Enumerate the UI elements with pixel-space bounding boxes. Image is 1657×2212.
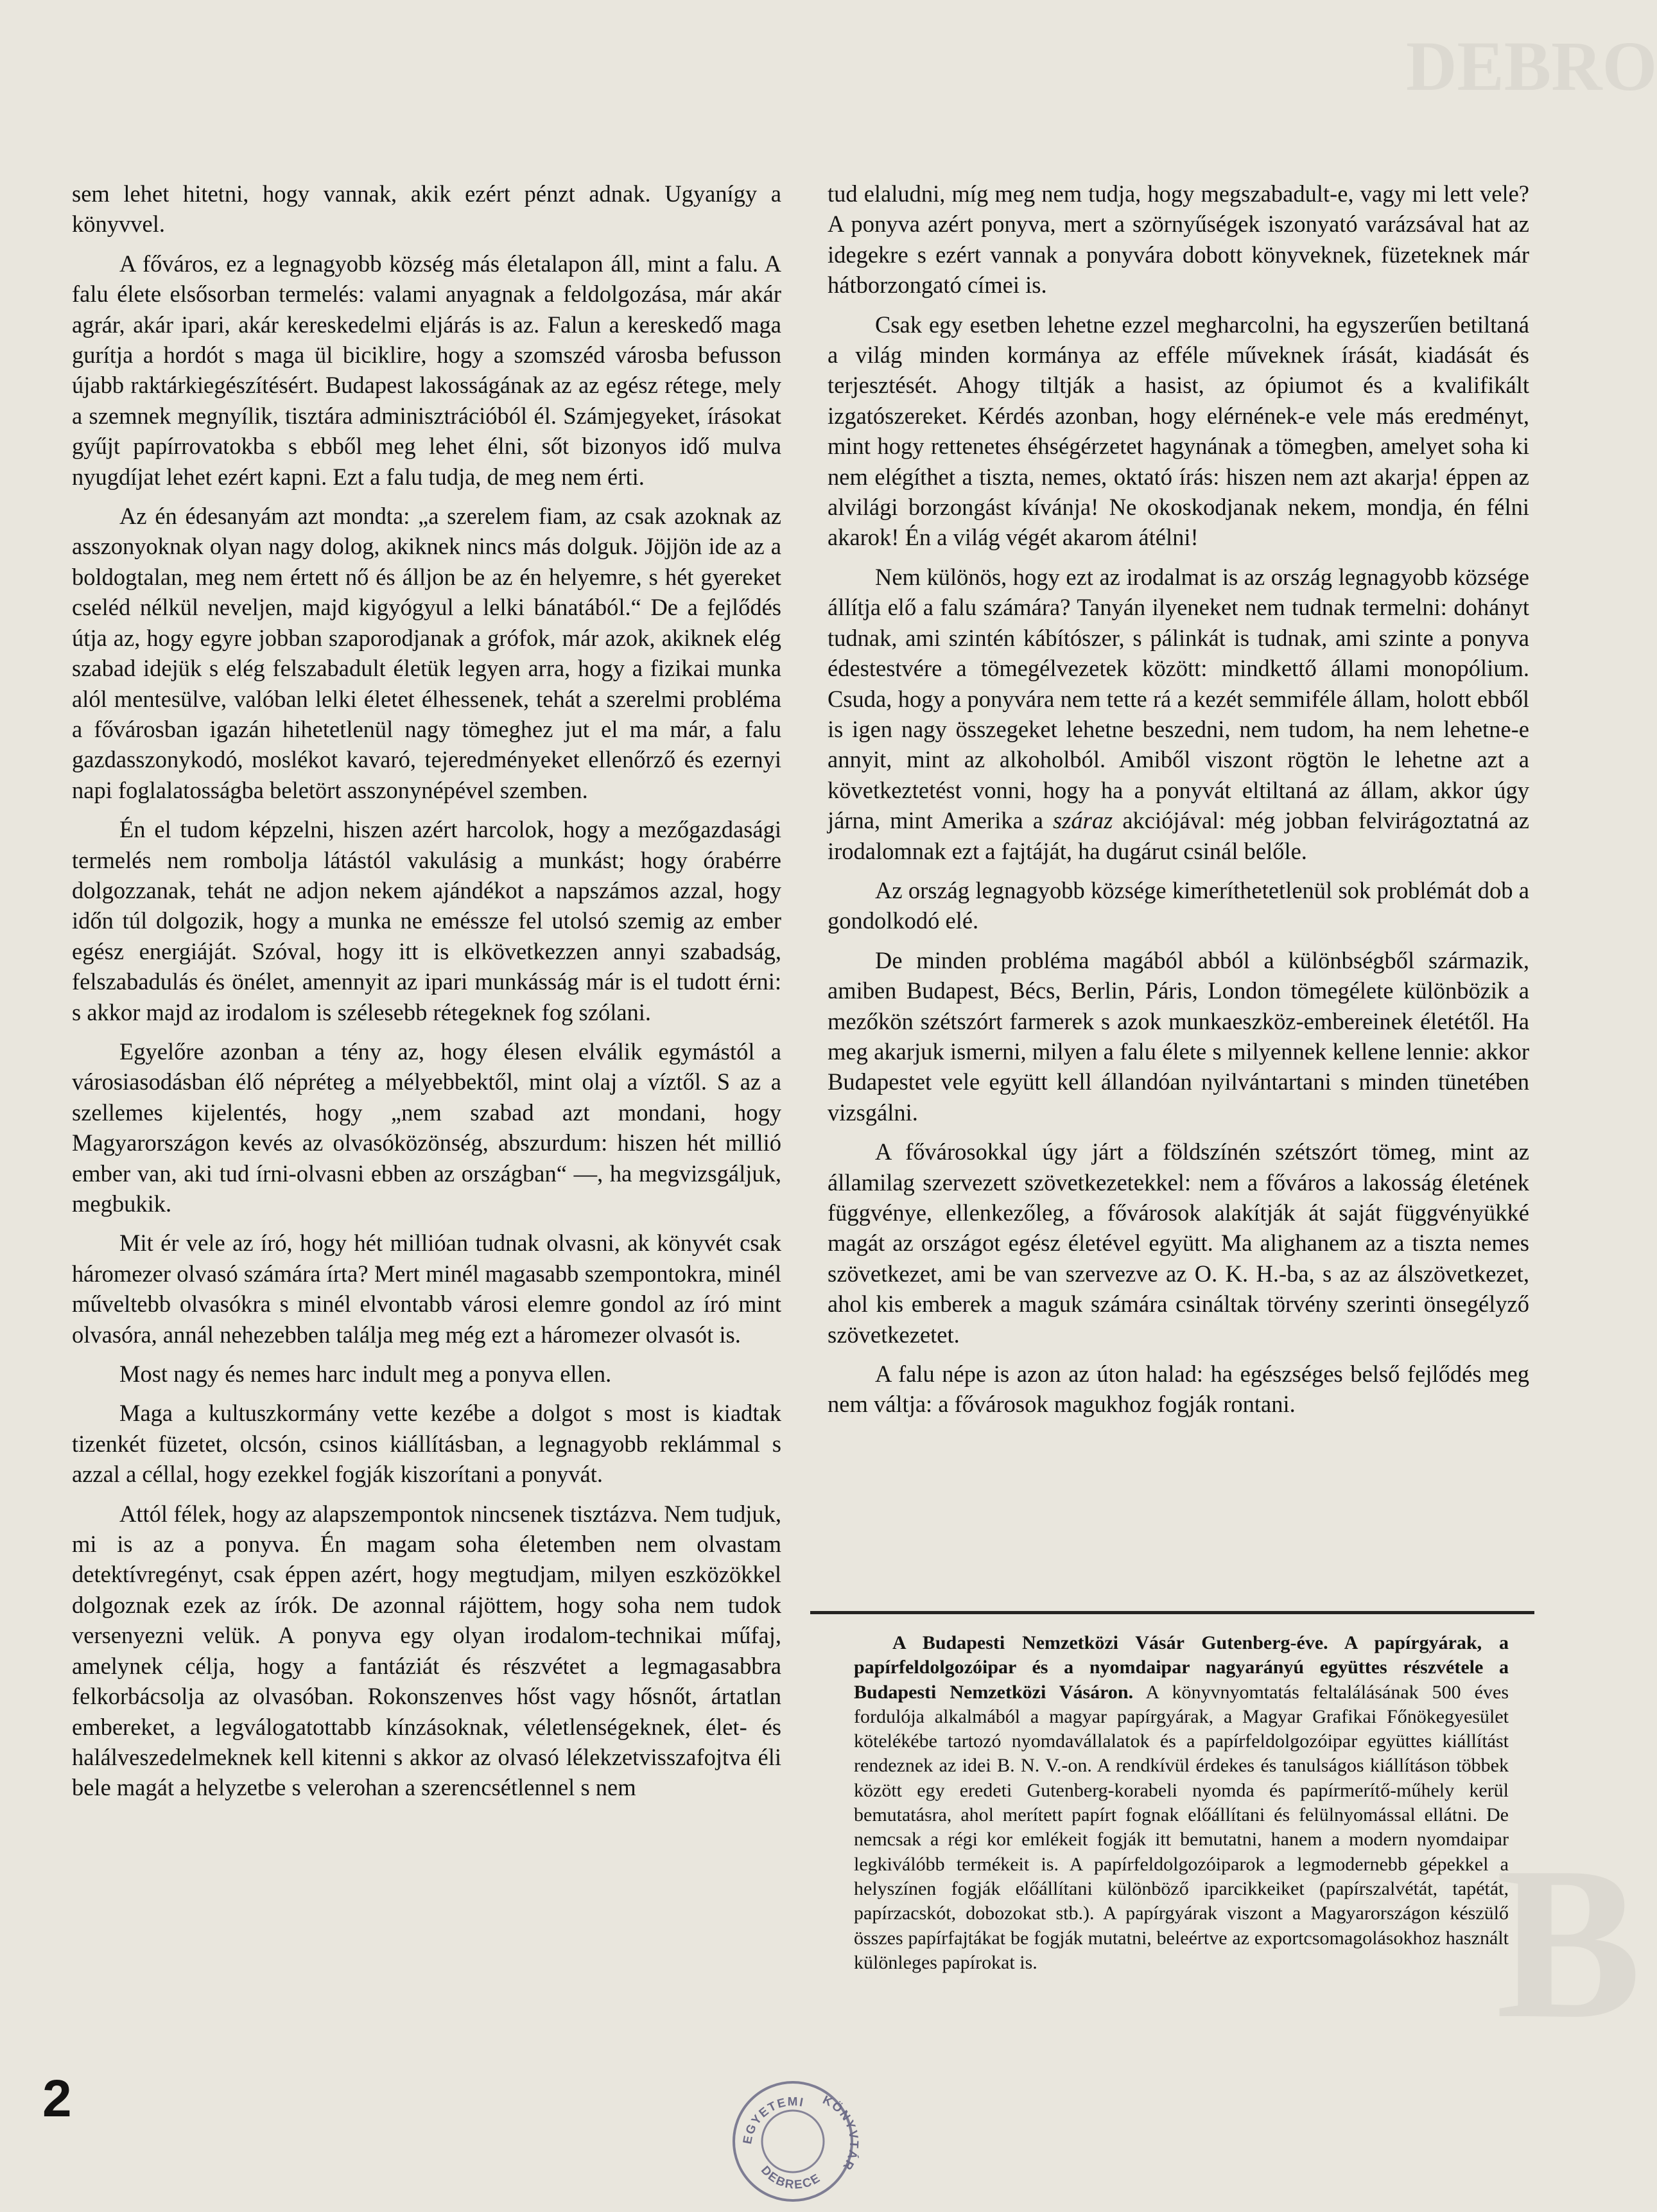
left-column — [72, 179, 781, 1812]
show-through-text-side: B — [1496, 1822, 1642, 2064]
library-stamp-graphic — [725, 2074, 860, 2209]
stamp-text-top: EGYETEMI — [740, 2095, 806, 2145]
article-paragraph: Maga a kultuszkormány vette kezébe a dolgot s most is kiadtak tizenkét füzetet, olcsón, csinos kiállításban, a legnagyobb reklámmal s azzal a céllal, hogy ezekkel fogják kiszorítani a ponyvát. — [72, 1400, 781, 1488]
article-paragraph: A fővárosokkal úgy járt a földszínén szétszórt tömeg, mint az államilag szervezett szövetkezetekkel: nem a főváros a lakosság életének függvénye, ellenkezőleg, a fővárosok alakítják át saját függvényükké magát az országot egész életével együtt. Ma alighanem az a tiszta nemes szövetkezet, ami be van szervezve az O. K. H.-ba, s az az álszövetkezet, ahol kis emberek a maguk számára csináltak törvény szerinti önsegélyző szövetkezetet. — [828, 1138, 1529, 1348]
stamp-text-bottom: DEBRECE — [758, 2163, 824, 2192]
paragraph-text: akciójával: még jobban felvirágoztatná az irodalomnak ezt a fajtáját, ha dugárut csinál belőle. — [828, 807, 1530, 864]
fair-notice — [854, 1631, 1509, 1975]
article-paragraph: A főváros, ez a legnagyobb község más életalapon áll, mint a falu. A falu élete elsősorban termelés: valami anyagnak a feldolgozása, már akár agrár, akár ipari, akár kereskedelmi eljárás is az. Falun a kereskedő maga gurítja a hordót s maga ül biciklire, hogy a szomszéd városba befusson újabb raktárkiegészítésért. Budapest lakosságának az az egész rétege, mely a szemnek megnyílik, tisztára adminisztrációból él. Számjegyeket, írásokat gyűjt papírrovatokba s ebből meg lehet élni, sőt bizonyos idő mulva nyugdíjat lehet ezért kapni. Ezt a falu tudja, de meg nem érti. — [72, 250, 781, 490]
article-paragraph: Most nagy és nemes harc indult meg a ponyva ellen. — [119, 1361, 612, 1388]
notice-body: A könyvnyomtatás feltalálásának 500 éves fordulója alkalmából a magyar papírgyárak, a Magyar Grafikai Főnökegyesület kötelékébe tartozó nyomdavállalatok és a papírfeldolgozóipar együttes kiállítást rendeznek az idei B. N. V.-on. A rendkívül érdekes és tanulságos kiállításon többek között egy eredeti Gutenberg-korabeli nyomda és papírmerítő-műhely kerül bemutatásra, ahol merített papírt fognak előállítani és felülnyomással ellátni. De nemcsak a régi kor emlékeit fogják itt bemutatni, hanem a modern nyomdaipar legkiválóbb termékeit is. A papírfeldolgozóiparok a legmodernebb gépekkel a helyszínen fogják előállítani különböző iparcikkeiket (papírszalvétát, tapétát, papírzacskót, dobozokat stb.). A papírgyárak viszont a Magyarországon készülő összes papírfajtákat be fogják mutatni, beleértve az exportcsomagolásokhoz használt különleges papírokat is. — [854, 1681, 1509, 1973]
article-paragraph: Egyelőre azonban a tény az, hogy élesen elválik egymástól a városiasodásban élő népréteg a mélyebbektől, mint olaj a víztől. S az a szellemes kijelentés, hogy „nem szabad azt mondani, hogy Magyarországon kevés az olvasóközönség, abszurdum: hiszen hét millió ember van, aki tud írni-olvasni ebben az országban“ —, ha megvizsgáljuk, megbukik. — [72, 1038, 781, 1217]
article-paragraph: Én el tudom képzelni, hiszen azért harcolok, hogy a mezőgazdasági termelés nem rombolja látástól vakulásig a munkást; hogy órabérre dolgozzanak, tehát ne adjon nekem ajándékot a napszámos azzal, hogy időn túl dolgozik, hogy a munka ne emésszе fel utolsó szemig az ember egész energiáját. Szóval, hogy itt is elkövetkezzen annyi szabadság, felszabadulás és önélet, amennyit az ipari munkásság már is el tudott érni: s akkor majd az irodalom is szélesebb rétegeknek fog szólani. — [72, 816, 781, 1025]
article-paragraph: A falu népe is azon az úton halad: ha egészséges belső fejlődés meg nem váltja: a fővárosok magukhoz fogják rontani. — [828, 1361, 1529, 1418]
article-paragraph: sem lehet hitetni, hogy vannak, akik ezért pénzt adnak. Ugyanígy a könyvvel. — [72, 180, 781, 238]
article-paragraph: tud elaludni, míg meg nem tudja, hogy megszabadult-e, vagy mi lett vele? A ponyva azért ponyva, mert a szörnyűségek iszonyató varázsával hat az idegekre s ezért vannak a ponyvára dobott könyveknek, füzeteknek már hátborzongató címei is. — [828, 180, 1529, 299]
article-paragraph: Mit ér vele az író, hogy hét millióan tudnak olvasni, ak könyvét csak háromezer olvasó számára írta? Mert minél magasabb szempontokra, minél műveltebb olvasókra s minél elvontabb városi elemre gondol az író mint olvasóra, annál nehezebben találja meg még ezt a háromezer olvasót is. — [72, 1230, 781, 1348]
article-paragraph: Csak egy esetben lehetne ezzel megharcolni, ha egyszerűen betiltaná a világ minden kormánya az efféle műveknek írását, kiadását és terjesztését. Ahogy tiltják a hasist, az ópiumot és a kvalifikált izgatószereket. Kérdés azonban, hogy elérnének-e vele más eredményt, mint hogy rettenetes éhségérzetet hagynának a tömegben, amelyet soha ki nem elégíthet a tiszta, nemes, oktató írás: hiszen nem azt akarja! éppen az alvilági borzongást kívánja! Ne okoskodjanak nekem, mondja, én félni akarok! Én a világ végét akarom átélni! — [828, 311, 1529, 551]
show-through-text-top: DEBRO — [1406, 27, 1657, 105]
article-paragraph: Az ország legnagyobb községe kimeríthetetlenül sok problémát dob a gondolkodó elé. — [828, 876, 1529, 934]
page-number: 2 — [42, 2069, 72, 2128]
right-column — [828, 179, 1529, 1429]
article-paragraph: Az én édesanyám azt mondta: „a szerelem fiam, az csak azoknak az asszonyoknak olyan nagy dolog, akiknek nincs más dolguk. Jöjjön ide az a boldogtalan, meg nem értett nő és álljon be az én helyemre, s hét gyereket cseléd nélkül neveljen, majd kigyógyul a lelki bánatából.“ De a fejlődés útja az, hogy egyre jobban szaporodjanak a grófok, már azok, akiknek elég szabad idejük s elég felszabadult életük legyen arra, hogy a fizikai munka alól mentesülve, valóban lelki életet élhessenek, tehát a szerelmi probléma a fővárosban igazán hihetetlenül nagy tömeghez jut el ma már, a falu gazdasszonykodó, moslékot kavaró, tejeredményeket ellenőrző és ezernyi napi foglalatosságba beletört asszonynépével szemben. — [72, 503, 781, 803]
article-paragraph: De minden probléma magából abból a különbségből származik, amiben Budapest, Bécs, Berlin, Páris, London tömegélete különbözik a mezőkön szétszórt farmerek s azok munkaeszköz-embereinek életétől. Ha meg akarjuk ismerni, milyen a falu élete s milyennek kellene lennie: akkor Budapestet vele együtt kell állandóan nyilvántartani s minden tünetében vizsgálni. — [828, 946, 1529, 1126]
notice-headline: A Budapesti Nemzetközi Vásár Gutenberg-éve. A papírgyárak, a papírfeldolgozóipar és a nyomdaipar nagyarányú együttes részvétele a Budapesti Nemzetközi Vásáron. — [854, 1632, 1509, 1703]
article-paragraph — [828, 562, 1529, 866]
article-paragraph: Attól félek, hogy az alapszempontok nincsenek tisztázva. Nem tudjuk, mi is az a ponyva. Én magam soha életemben nem olvastam detektívregényt, csak éppen azért, hogy megtudjam, milyen eszközökkel dolgoznak ezek az írók. De azonnal rájöttem, hogy soha nem tudok versenyezni velük. A ponyva egy olyan irodalom-technikai műfaj, amelynek célja, hogy a fantáziát és részvétet a legmagasabbra felkorbácsolja az olvasóban. Rokonszenves hőst vagy hősnőt, ártatlan embereket, a legválogatottabb kínzásoknak, véletlenségeknek, élet- és halálveszedelmeknek kell kitenni s akkor az olvasó lélekzetvisszafojtva éli bele magát a helyzetbe s velerohan a szerencsétlennel s nem — [72, 1500, 781, 1801]
italic-word: száraz — [1052, 807, 1113, 834]
section-divider — [810, 1611, 1534, 1614]
stamp-text-right: KÖNYVTÁR — [820, 2093, 860, 2173]
library-stamp — [725, 2074, 860, 2209]
paragraph-text: Nem különös, hogy ezt az irodalmat is az ország legnagyobb községe állítja elő a falu számára? Tanyán ilyeneket nem tudnak termelni: dohányt tudnak, ami szintén kábítószer, s pálinkát is tudnak, ami szinte a ponyva édestestvére a tömegélvezetek között: mindkettő állami monopólium. Csuda, hogy a ponyvára nem tette rá a kezét semmiféle állam, holott ebből is igen nagy összegeket lehetne beszedni, nem tudom, ha nem lehetne-e annyit, mint az alkoholból. Amiből viszont rögtön le lehetne azt a következtetést vonni, hogy ha a ponyvát eltiltaná az állam, akkor úgy járna, mint Amerika a — [828, 563, 1529, 834]
